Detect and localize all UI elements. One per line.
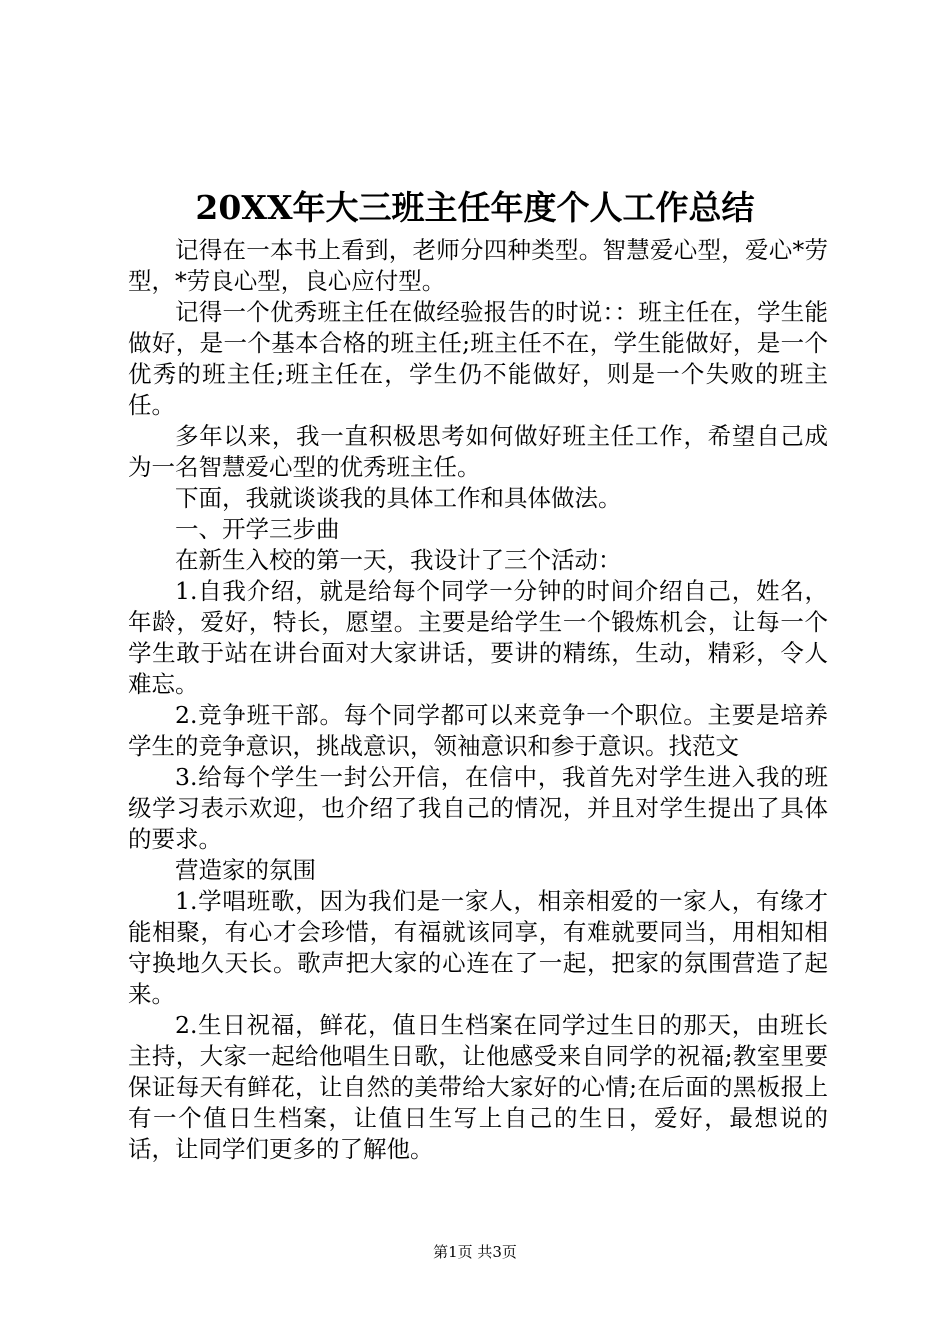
section-heading: 营造家的氛围 xyxy=(175,856,316,884)
list-item: 3.给每个学生一封公开信，在信中，我首先对学生进入我的班级学习表示欢迎，也介绍了我自己的情况，并且对学生提出了具体的要求。 xyxy=(128,763,828,853)
paragraph: 在新生入校的第一天，我设计了三个活动： xyxy=(175,546,622,574)
paragraph: 记得一个优秀班主任在做经验报告的时说：：班主任在，学生能做好，是一个基本合格的班主任;班主任不在，学生能做好，是一个优秀的班主任;班主任在，学生仍不能做好，则是一个失败的班主任。 xyxy=(128,298,828,419)
list-item: 2.生日祝福，鲜花，值日生档案在同学过生日的那天，由班长主持，大家一起给他唱生日歌，让他感受来自同学的祝福;教室里要保证每天有鲜花，让自然的美带给大家好的心情;在后面的黑板报上有一个值日生档案，让值日生写上自己的生日，爱好，最想说的话，让同学们更多的了解他。 xyxy=(128,1011,828,1163)
document-title: 20XX年大三班主任年度个人工作总结 xyxy=(195,188,755,227)
list-item: 2.竞争班干部。每个同学都可以来竞争一个职位。主要是培养学生的竞争意识，挑战意识，领袖意识和参于意识。找范文 xyxy=(128,701,828,760)
paragraph: 记得在一本书上看到，老师分四种类型。智慧爱心型，爱心*劳型，*劳良心型，良心应付型。 xyxy=(128,236,828,295)
list-item: 1.学唱班歌，因为我们是一家人，相亲相爱的一家人，有缘才能相聚，有心才会珍惜，有福就该同享，有难就要同当，用相知相守换地久天长。歌声把大家的心连在了一起，把家的氛围营造了起来。 xyxy=(128,887,828,1008)
list-item: 1.自我介绍，就是给每个同学一分钟的时间介绍自己，姓名，年龄，爱好，特长，愿望。主要是给学生一个锻炼机会，让每一个学生敢于站在讲台面对大家讲话，要讲的精练，生动，精彩，令人难忘。 xyxy=(128,577,828,698)
document-body xyxy=(128,235,828,1165)
paragraph: 多年以来，我一直积极思考如何做好班主任工作，希望自己成为一名智慧爱心型的优秀班主任。 xyxy=(128,422,828,481)
paragraph: 下面，我就谈谈我的具体工作和具体做法。 xyxy=(175,484,622,512)
page-footer: 第1页 共3页 xyxy=(433,1243,517,1261)
section-heading: 一、开学三步曲 xyxy=(175,515,340,543)
